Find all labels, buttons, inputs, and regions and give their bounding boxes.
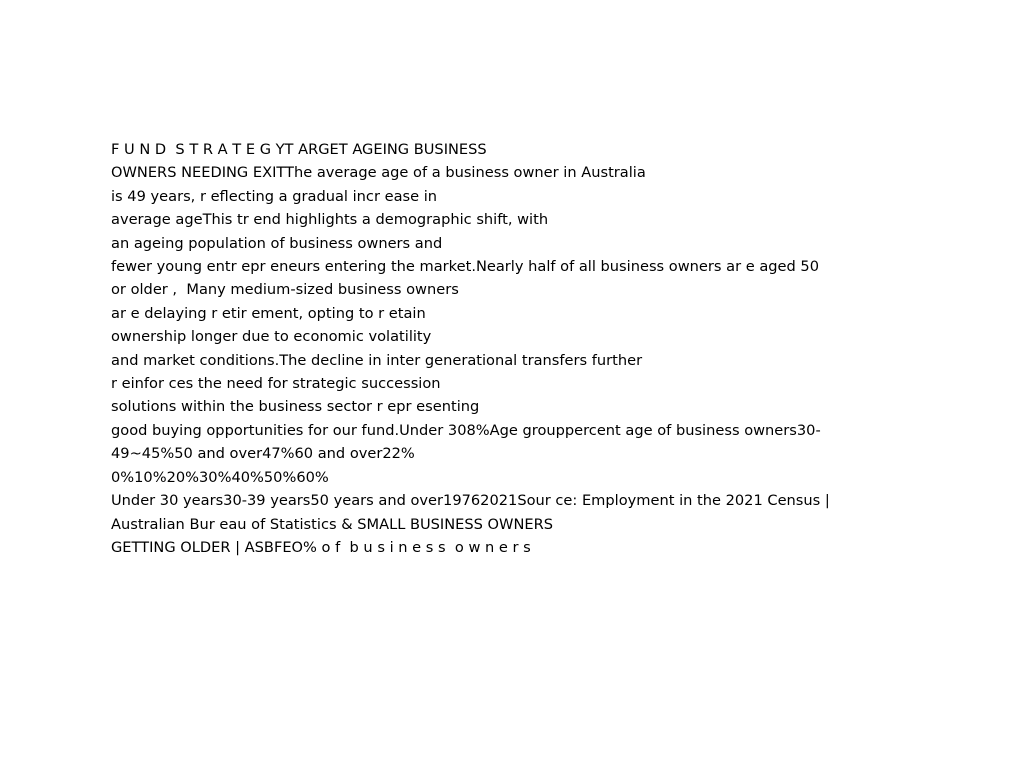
title-line-1: F U N D S T R A T E G YT ARGET AGEING BUSINESS [111, 141, 487, 158]
document-text-block [111, 138, 911, 559]
text-line-3: is 49 years, r eflecting a gradual incr ease in [111, 187, 438, 205]
text-line-12: solutions within the business sector r epr esenting [111, 398, 480, 416]
title-line-2: OWNERS NEEDING EXITThe average age of a business owner in Australia [111, 164, 646, 182]
source-line-17: Australian Bur eau of Statistics & SMALL BUSINESS OWNERS [111, 515, 553, 533]
text-line-11: r einfor ces the need for strategic succession [111, 375, 441, 393]
chart-text-line-14: 49~45%50 and over47%60 and over22% [111, 445, 415, 463]
text-line-5: an ageing population of business owners and [111, 234, 443, 252]
text-line-6: fewer young entr epr eneurs entering the market.Nearly half of all business owners ar e aged 50 [111, 258, 819, 276]
source-line-16: Under 30 years30-39 years50 years and over19762021Sour ce: Employment in the 2021 Census | [111, 492, 830, 510]
source-line-18: GETTING OLDER | ASBFEO% o f b u s i n e s s o w n e r s [111, 538, 531, 556]
text-line-7: or older , Many medium-sized business owners [111, 281, 459, 299]
chart-axis-line-15: 0%10%20%30%40%50%60% [111, 468, 329, 486]
text-line-9: ownership longer due to economic volatility [111, 328, 432, 346]
text-line-4: average ageThis tr end highlights a demographic shift, with [111, 211, 549, 229]
text-line-13: good buying opportunities for our fund.Under 308%Age grouppercent age of business owners30- [111, 421, 821, 439]
text-line-10: and market conditions.The decline in inter generational transfers further [111, 351, 643, 369]
text-line-8: ar e delaying r etir ement, opting to r etain [111, 304, 426, 322]
